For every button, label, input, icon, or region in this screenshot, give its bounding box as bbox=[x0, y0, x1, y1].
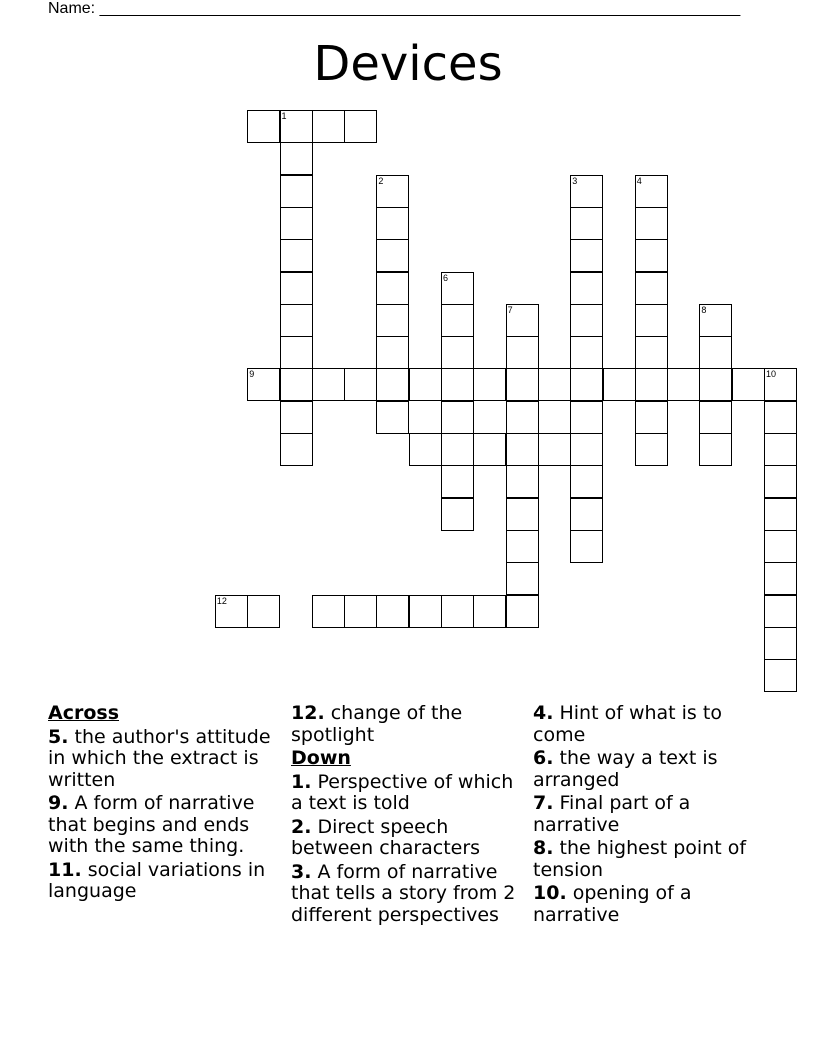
cell-number: 2 bbox=[378, 175, 384, 186]
cell-number: 12 bbox=[216, 595, 227, 606]
grid-cell[interactable] bbox=[376, 239, 409, 272]
grid-cell[interactable] bbox=[570, 465, 603, 498]
grid-cell[interactable] bbox=[506, 433, 539, 466]
cell-number: 10 bbox=[766, 369, 777, 380]
cell-number: 6 bbox=[443, 272, 449, 283]
grid-cell[interactable] bbox=[506, 304, 539, 337]
grid-cell[interactable] bbox=[376, 401, 409, 434]
grid-cell[interactable] bbox=[441, 304, 474, 337]
grid-cell[interactable] bbox=[635, 207, 668, 240]
clue-down-1: 1. Perspective of which a text is told bbox=[291, 770, 514, 814]
grid-cell[interactable] bbox=[699, 336, 732, 369]
clue-down-8: 8. the highest point of tension bbox=[533, 837, 747, 881]
clue-column-3 bbox=[533, 703, 769, 928]
grid-cell[interactable] bbox=[409, 368, 442, 401]
grid-cell[interactable] bbox=[570, 530, 603, 563]
clue-column-2 bbox=[291, 703, 519, 928]
grid-cell[interactable] bbox=[280, 142, 313, 175]
clue-column-1 bbox=[48, 703, 284, 905]
clue-down-6: 6. the way a text is arranged bbox=[533, 747, 718, 791]
grid-cell[interactable] bbox=[506, 368, 539, 401]
cell-number: 7 bbox=[507, 304, 513, 315]
grid-cell[interactable] bbox=[506, 336, 539, 369]
puzzle-title: Devices bbox=[313, 36, 503, 92]
grid-cell[interactable] bbox=[570, 304, 603, 337]
grid-cell[interactable] bbox=[215, 595, 248, 628]
grid-cell[interactable] bbox=[764, 659, 797, 692]
grid-cell[interactable] bbox=[732, 368, 765, 401]
grid-cell[interactable] bbox=[764, 368, 797, 401]
name-underline: ________________________________________________________________________ bbox=[99, 0, 741, 17]
clue-down-7: 7. Final part of a narrative bbox=[533, 792, 691, 836]
grid-cell[interactable] bbox=[570, 336, 603, 369]
cell-number: 4 bbox=[636, 175, 642, 186]
grid-cell[interactable] bbox=[312, 110, 345, 143]
grid-cell[interactable] bbox=[344, 110, 377, 143]
grid-cell[interactable] bbox=[635, 368, 668, 401]
grid-cell[interactable] bbox=[635, 304, 668, 337]
grid-cell[interactable] bbox=[764, 433, 797, 466]
grid-cell[interactable] bbox=[764, 401, 797, 434]
grid-cell[interactable] bbox=[764, 595, 797, 628]
grid-cell[interactable] bbox=[280, 433, 313, 466]
grid-cell[interactable] bbox=[667, 368, 700, 401]
clue-across-9: 9. A form of narrative that begins and ends with the same thing. bbox=[48, 792, 255, 857]
grid-cell[interactable] bbox=[247, 110, 280, 143]
grid-cell[interactable] bbox=[635, 401, 668, 434]
clue-down-10: 10. opening of a narrative bbox=[533, 882, 692, 926]
grid-cell[interactable] bbox=[312, 595, 345, 628]
grid-cell[interactable] bbox=[635, 239, 668, 272]
grid-cell[interactable] bbox=[764, 465, 797, 498]
grid-cell[interactable] bbox=[344, 368, 377, 401]
grid-cell[interactable] bbox=[764, 498, 797, 531]
grid-cell[interactable] bbox=[635, 433, 668, 466]
grid-cell[interactable] bbox=[441, 401, 474, 434]
grid-cell[interactable] bbox=[699, 433, 732, 466]
grid-cell[interactable] bbox=[764, 562, 797, 595]
name-label: Name: bbox=[48, 0, 100, 17]
grid-cell[interactable] bbox=[280, 336, 313, 369]
clue-across-5: 5. the author's attitude in which the extract is written bbox=[48, 725, 271, 791]
clue-across-12: 12. change of the spotlight bbox=[291, 702, 463, 746]
grid-cell[interactable] bbox=[247, 368, 280, 401]
grid-cell[interactable] bbox=[570, 401, 603, 434]
grid-cell[interactable] bbox=[603, 368, 636, 401]
grid-cell[interactable] bbox=[473, 368, 506, 401]
across-heading: Across bbox=[48, 702, 120, 724]
grid-cell[interactable] bbox=[280, 304, 313, 337]
grid-cell[interactable] bbox=[570, 207, 603, 240]
grid-cell[interactable] bbox=[280, 175, 313, 208]
clue-down-3: 3. A form of narrative that tells a story from 2 different perspectives bbox=[291, 860, 516, 926]
grid-cell[interactable] bbox=[764, 530, 797, 563]
grid-cell[interactable] bbox=[506, 562, 539, 595]
cell-number: 3 bbox=[572, 175, 578, 186]
grid-cell[interactable] bbox=[376, 336, 409, 369]
cell-number: 8 bbox=[701, 304, 707, 315]
grid-cell[interactable] bbox=[699, 368, 732, 401]
grid-cell[interactable] bbox=[376, 595, 409, 628]
grid-cell[interactable] bbox=[764, 627, 797, 660]
grid-cell[interactable] bbox=[506, 401, 539, 434]
grid-cell[interactable] bbox=[441, 272, 474, 305]
grid-cell[interactable] bbox=[699, 304, 732, 337]
grid-cell[interactable] bbox=[312, 368, 345, 401]
grid-cell[interactable] bbox=[506, 530, 539, 563]
grid-cell[interactable] bbox=[441, 433, 474, 466]
grid-cell[interactable] bbox=[570, 239, 603, 272]
grid-cell[interactable] bbox=[506, 595, 539, 628]
grid-cell[interactable] bbox=[376, 175, 409, 208]
grid-cell[interactable] bbox=[280, 368, 313, 401]
name-field[interactable] bbox=[48, 0, 748, 18]
clue-down-2: 2. Direct speech between characters bbox=[291, 815, 481, 859]
grid-cell[interactable] bbox=[635, 272, 668, 305]
grid-cell[interactable] bbox=[635, 336, 668, 369]
grid-cell[interactable] bbox=[473, 433, 506, 466]
grid-cell[interactable] bbox=[538, 368, 571, 401]
grid-cell[interactable] bbox=[538, 433, 571, 466]
grid-cell[interactable] bbox=[570, 368, 603, 401]
grid-cell[interactable] bbox=[570, 498, 603, 531]
grid-cell[interactable] bbox=[441, 595, 474, 628]
grid-cell[interactable] bbox=[280, 110, 313, 143]
grid-cell[interactable] bbox=[699, 401, 732, 434]
grid-cell[interactable] bbox=[506, 465, 539, 498]
grid-cell[interactable] bbox=[280, 401, 313, 434]
grid-cell[interactable] bbox=[570, 175, 603, 208]
grid-cell[interactable] bbox=[280, 239, 313, 272]
grid-cell[interactable] bbox=[441, 336, 474, 369]
cell-number: 1 bbox=[281, 111, 287, 121]
grid-cell[interactable] bbox=[441, 368, 474, 401]
grid-cell[interactable] bbox=[441, 465, 474, 498]
grid-cell[interactable] bbox=[376, 272, 409, 305]
grid-cell[interactable] bbox=[247, 595, 280, 628]
grid-cell[interactable] bbox=[570, 272, 603, 305]
grid-cell[interactable] bbox=[280, 272, 313, 305]
grid-cell[interactable] bbox=[570, 433, 603, 466]
down-heading: Down bbox=[291, 747, 351, 769]
grid-cell[interactable] bbox=[409, 433, 442, 466]
clue-across-11: 11. social variations in language bbox=[48, 858, 266, 902]
grid-cell[interactable] bbox=[376, 368, 409, 401]
clue-down-4: 4. Hint of what is to come bbox=[533, 702, 722, 746]
grid-cell[interactable] bbox=[344, 595, 377, 628]
grid-cell[interactable] bbox=[473, 595, 506, 628]
grid-cell[interactable] bbox=[506, 498, 539, 531]
grid-cell[interactable] bbox=[441, 498, 474, 531]
grid-cell[interactable] bbox=[280, 207, 313, 240]
grid-cell[interactable] bbox=[376, 304, 409, 337]
cell-number: 9 bbox=[249, 369, 255, 380]
grid-cell[interactable] bbox=[376, 207, 409, 240]
grid-cell[interactable] bbox=[409, 595, 442, 628]
grid-cell[interactable] bbox=[635, 175, 668, 208]
